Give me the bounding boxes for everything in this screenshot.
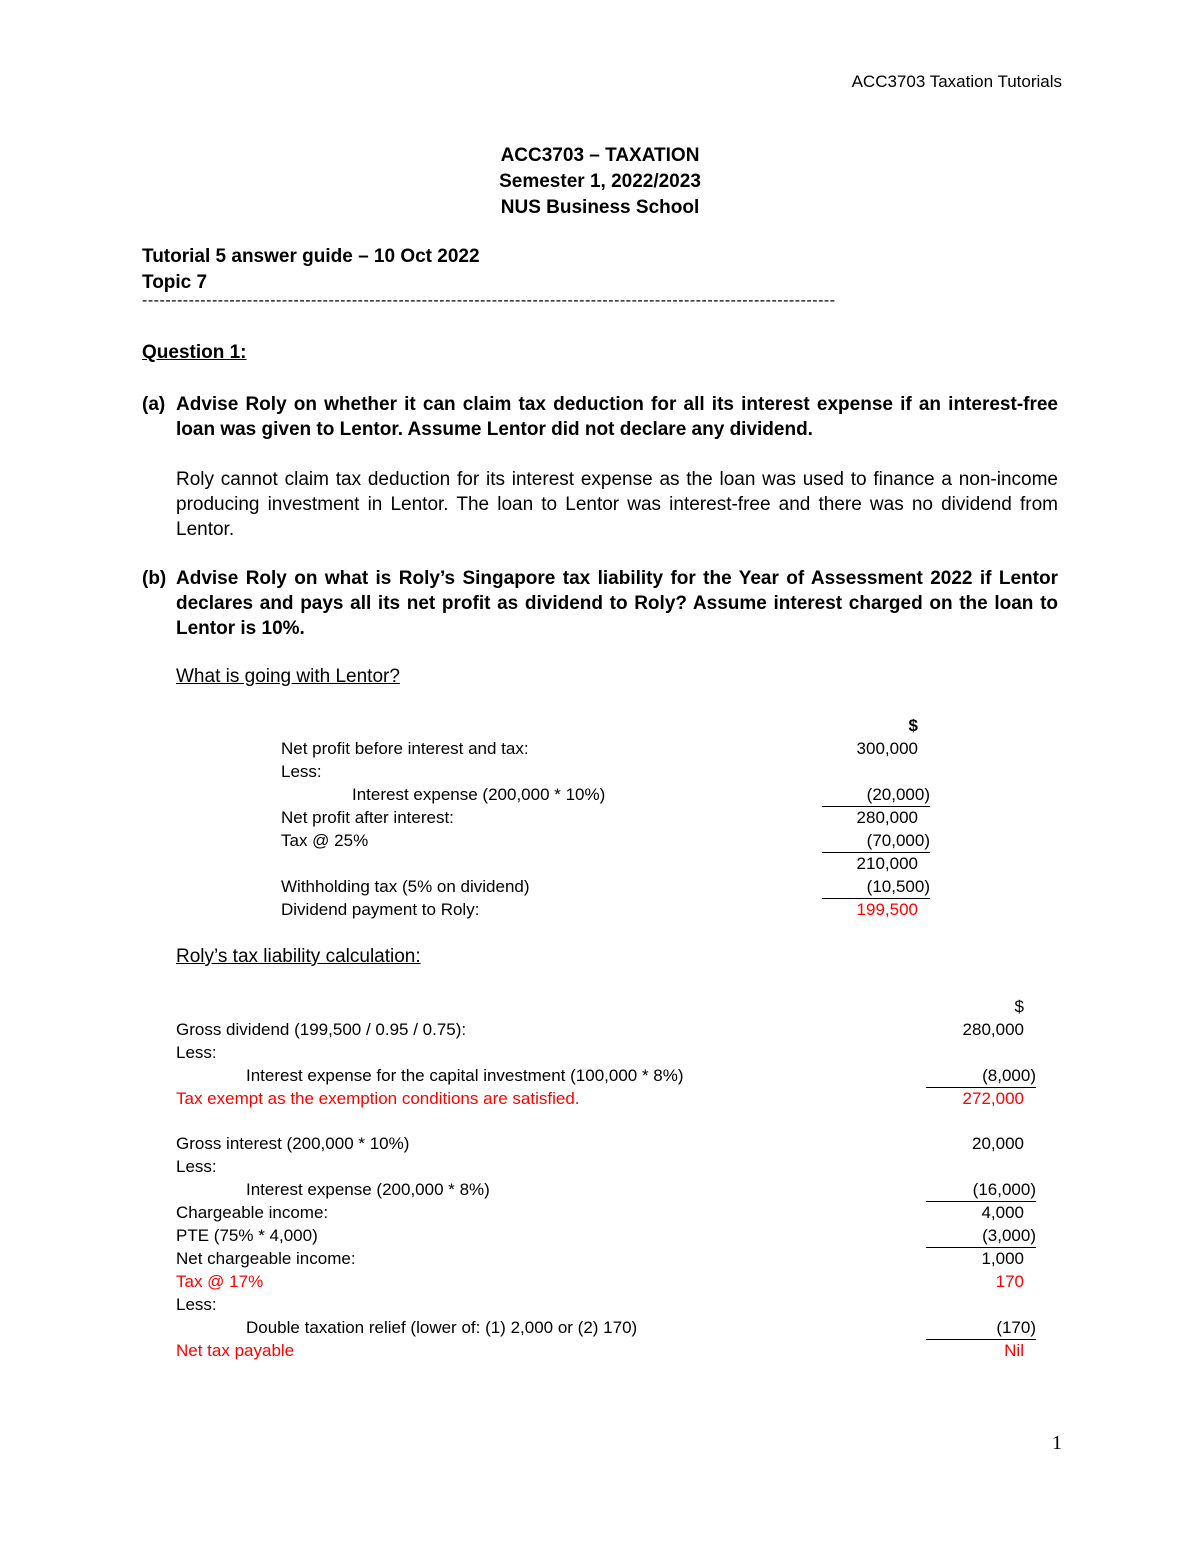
part-b-label: (b) (142, 568, 167, 589)
roly-dtr-label: Double taxation relief (lower of: (1) 2,000 or (2) 170) (246, 1318, 638, 1337)
document-title (0, 143, 1200, 221)
roly-dtr-value (926, 1316, 1036, 1340)
lentor-wht-value-text: (10,500) (866, 877, 930, 896)
roly-chargeable-value: 4,000 (981, 1203, 1024, 1222)
tutorial-info (142, 244, 480, 296)
course-title: ACC3703 – TAXATION (500, 145, 700, 166)
roly-pte-value (926, 1224, 1036, 1248)
roly-net-tax-label: Net tax payable (176, 1341, 295, 1360)
lentor-tax-value (822, 829, 930, 853)
roly-int-exp-label: Interest expense (200,000 * 8%) (246, 1180, 490, 1199)
running-header: ACC3703 Taxation Tutorials (851, 72, 1062, 91)
roly-gross-int-value: 20,000 (972, 1134, 1024, 1153)
part-b-question: Advise Roly on what is Roly’s Singapore tax liability for the Year of Assessment 2022 if Lentor declares and pays all its net profit as dividend to Roly? Assume interest charged on the loan to Lentor is 10%. (176, 568, 1058, 639)
lentor-subtotal-value: 210,000 (856, 854, 918, 873)
roly-less-1: Less: (176, 1043, 217, 1062)
lentor-wht-label: Withholding tax (5% on dividend) (281, 877, 530, 896)
lentor-less-label: Less: (281, 762, 322, 781)
roly-tax-label: Tax @ 17% (176, 1272, 264, 1291)
lentor-interest-value-text: (20,000) (866, 785, 930, 804)
roly-net-chargeable-label: Net chargeable income: (176, 1249, 356, 1268)
lentor-tax-label: Tax @ 25% (281, 831, 369, 850)
question-1-heading: Question 1: (142, 342, 247, 363)
roly-int-exp-value (926, 1178, 1036, 1202)
separator-line: ----------------------------------------------------------------------------------------------------------------------- (142, 292, 836, 309)
roly-pte-value-text: (3,000) (982, 1226, 1036, 1245)
roly-heading: Roly’s tax liability calculation: (176, 946, 421, 967)
tutorial-line: Tutorial 5 answer guide – 10 Oct 2022 (142, 246, 480, 267)
lentor-heading: What is going with Lentor? (176, 666, 400, 687)
lentor-dividend-label: Dividend payment to Roly: (281, 900, 480, 919)
topic-line: Topic 7 (142, 272, 208, 293)
roly-less-2: Less: (176, 1157, 217, 1176)
roly-cap-int-label: Interest expense for the capital investment (100,000 * 8%) (246, 1066, 684, 1085)
roly-net-chargeable-value: 1,000 (981, 1249, 1024, 1268)
lentor-wht-value (822, 875, 930, 899)
school-line: NUS Business School (500, 197, 700, 218)
lentor-interest-value (822, 783, 930, 807)
roly-gross-div-value: 280,000 (962, 1020, 1024, 1039)
lentor-npai-label: Net profit after interest: (281, 808, 454, 827)
roly-pte-label: PTE (75% * 4,000) (176, 1226, 318, 1245)
roly-less-3: Less: (176, 1295, 217, 1314)
roly-cap-int-value (926, 1064, 1036, 1088)
lentor-npbit-value: 300,000 (856, 739, 918, 758)
part-a-label: (a) (142, 394, 166, 415)
roly-chargeable-label: Chargeable income: (176, 1203, 329, 1222)
roly-exempt-value: 272,000 (962, 1089, 1024, 1108)
part-a-question: Advise Roly on whether it can claim tax deduction for all its interest expense if an interest-free loan was given to Lentor. Assume Lentor did not declare any dividend. (176, 394, 1058, 440)
question-part-b (142, 566, 1058, 641)
lentor-dividend-value: 199,500 (856, 900, 918, 919)
question-part-a (142, 392, 1058, 442)
part-a-answer: Roly cannot claim tax deduction for its interest expense as the loan was used to finance a non-income producing investment in Lentor. The loan to Lentor was interest-free and there was no dividend from Lentor. (176, 469, 1058, 540)
roly-dtr-value-text: (170) (996, 1318, 1036, 1337)
roly-cap-int-value-text: (8,000) (982, 1066, 1036, 1085)
lentor-currency: $ (908, 716, 918, 735)
roly-int-exp-value-text: (16,000) (972, 1180, 1036, 1199)
lentor-npai-value: 280,000 (856, 808, 918, 827)
lentor-interest-label: Interest expense (200,000 * 10%) (352, 785, 606, 804)
roly-exempt-label: Tax exempt as the exemption conditions are satisfied. (176, 1089, 580, 1108)
roly-tax-value: 170 (995, 1272, 1024, 1291)
lentor-npbit-label: Net profit before interest and tax: (281, 739, 529, 758)
page-number: 1 (1052, 1432, 1062, 1454)
semester-line: Semester 1, 2022/2023 (499, 171, 701, 192)
roly-gross-int-label: Gross interest (200,000 * 10%) (176, 1134, 410, 1153)
roly-gross-div-label: Gross dividend (199,500 / 0.95 / 0.75): (176, 1020, 467, 1039)
roly-net-tax-value: Nil (1004, 1341, 1024, 1360)
roly-currency: $ (1014, 997, 1024, 1016)
lentor-tax-value-text: (70,000) (866, 831, 930, 850)
